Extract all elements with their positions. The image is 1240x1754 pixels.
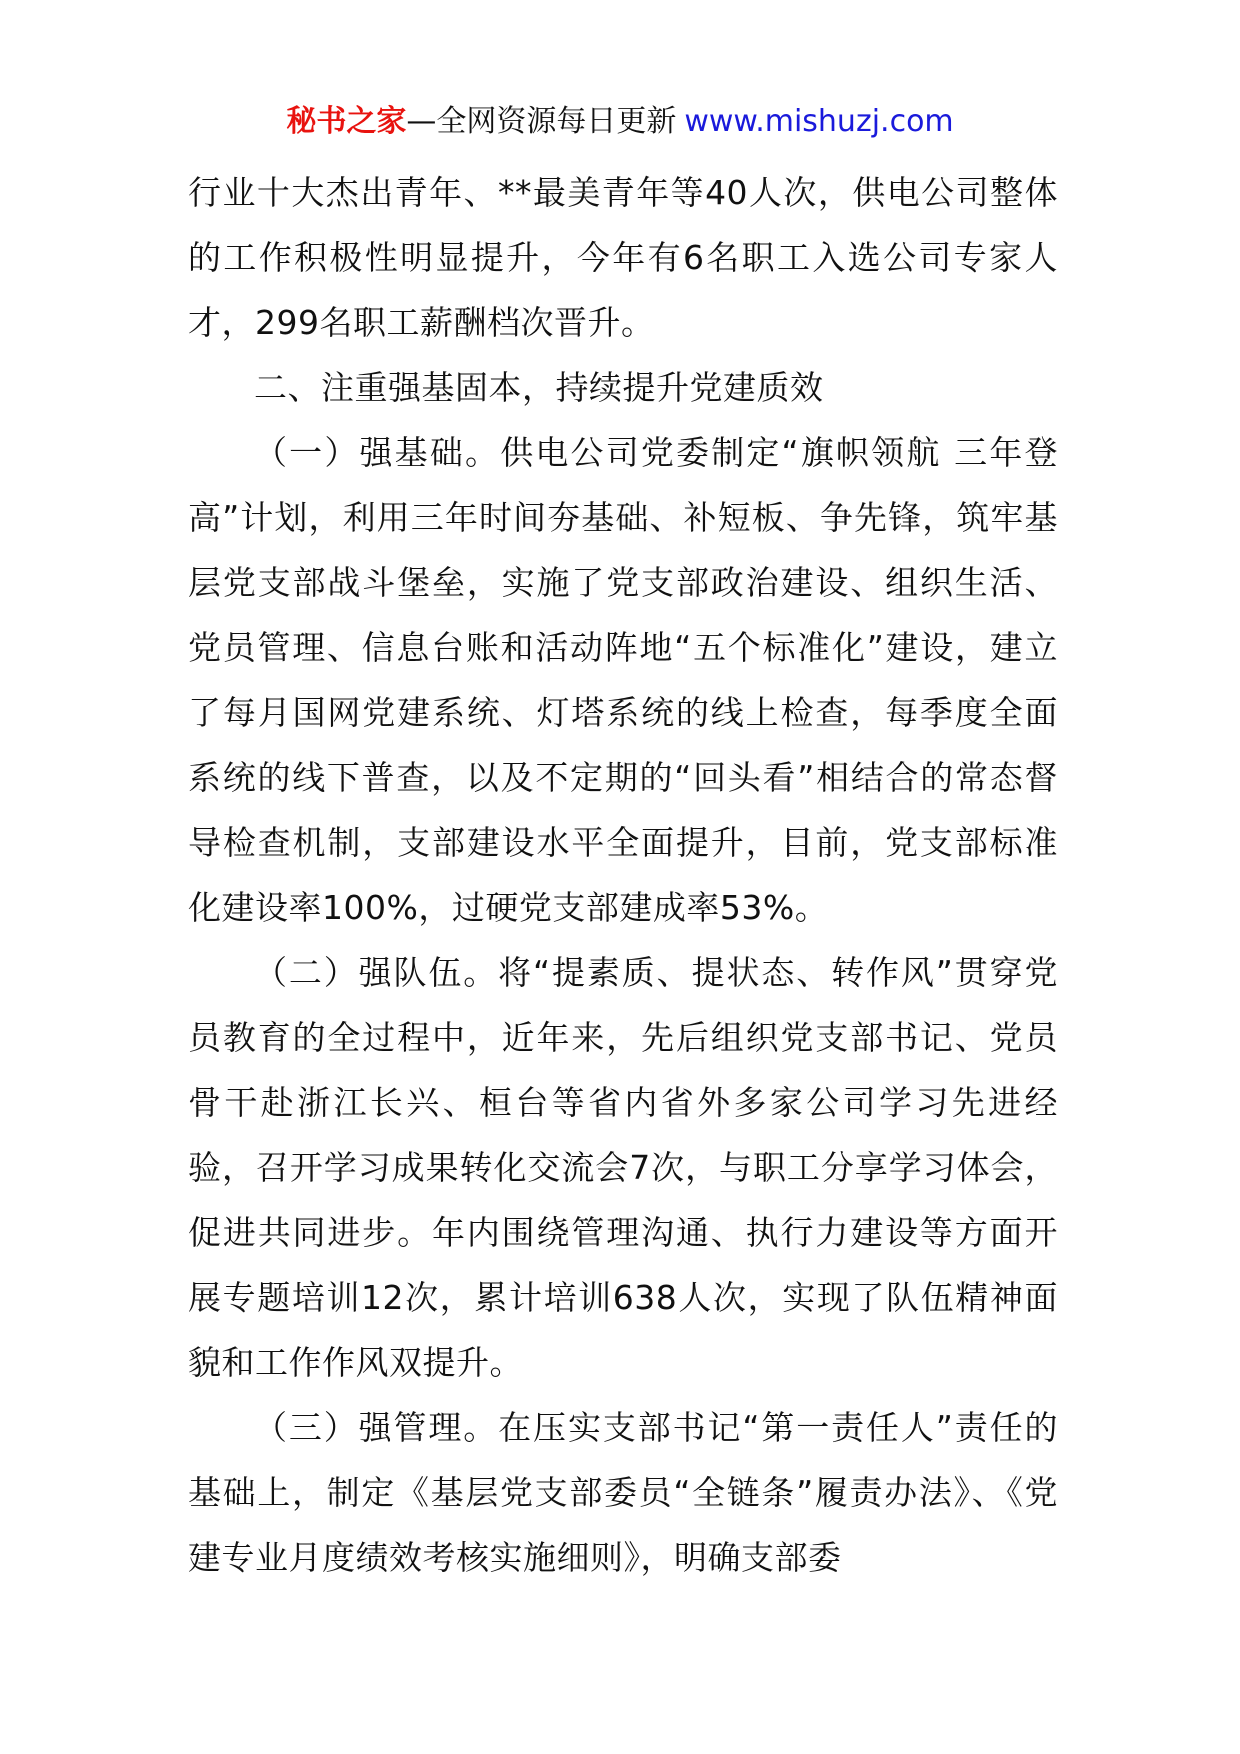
site-url-link[interactable]: www.mishuzj.com: [684, 104, 954, 139]
paragraph-strengthen-team: （二）强队伍。将“提素质、提状态、转作风”贯穿党员教育的全过程中，近年来，先后组织党支部书记、党员骨干赴浙江长兴、桓台等省内省外多家公司学习先进经验，召开学习成果转化交流会7次，与职工分享学习体会，促进共同进步。年内围绕管理沟通、执行力建设等方面开展专题培训12次，累计培训638人次，实现了队伍精神面貌和工作作风双提升。: [188, 953, 1058, 1382]
paragraph-strengthen-management: （三）强管理。在压实支部书记“第一责任人”责任的基础上，制定《基层党支部委员“全链条”履责办法》、《党建专业月度绩效考核实施细则》，明确支部委: [188, 1408, 1058, 1577]
site-tagline: —全网资源每日更新: [406, 104, 677, 139]
section-heading: 二、注重强基固本，持续提升党建质效: [254, 368, 824, 407]
paragraph-continued: 行业十大杰出青年、**最美青年等40人次，供电公司整体的工作积极性明显提升，今年有6名职工入选公司专家人才，299名职工薪酬档次晋升。: [188, 173, 1058, 342]
document-body: [188, 160, 1058, 1590]
site-header: [0, 100, 1240, 144]
site-brand: 秘书之家: [286, 104, 407, 139]
paragraph-strengthen-foundation: （一）强基础。供电公司党委制定“旗帜领航 三年登高”计划，利用三年时间夯基础、补短板、争先锋，筑牢基层党支部战斗堡垒，实施了党支部政治建设、组织生活、党员管理、信息台账和活动阵地“五个标准化”建设，建立了每月国网党建系统、灯塔系统的线上检查，每季度全面系统的线下普查，以及不定期的“回头看”相结合的常态督导检查机制，支部建设水平全面提升，目前，党支部标准化建设率100%，过硬党支部建成率53%。: [188, 433, 1058, 927]
